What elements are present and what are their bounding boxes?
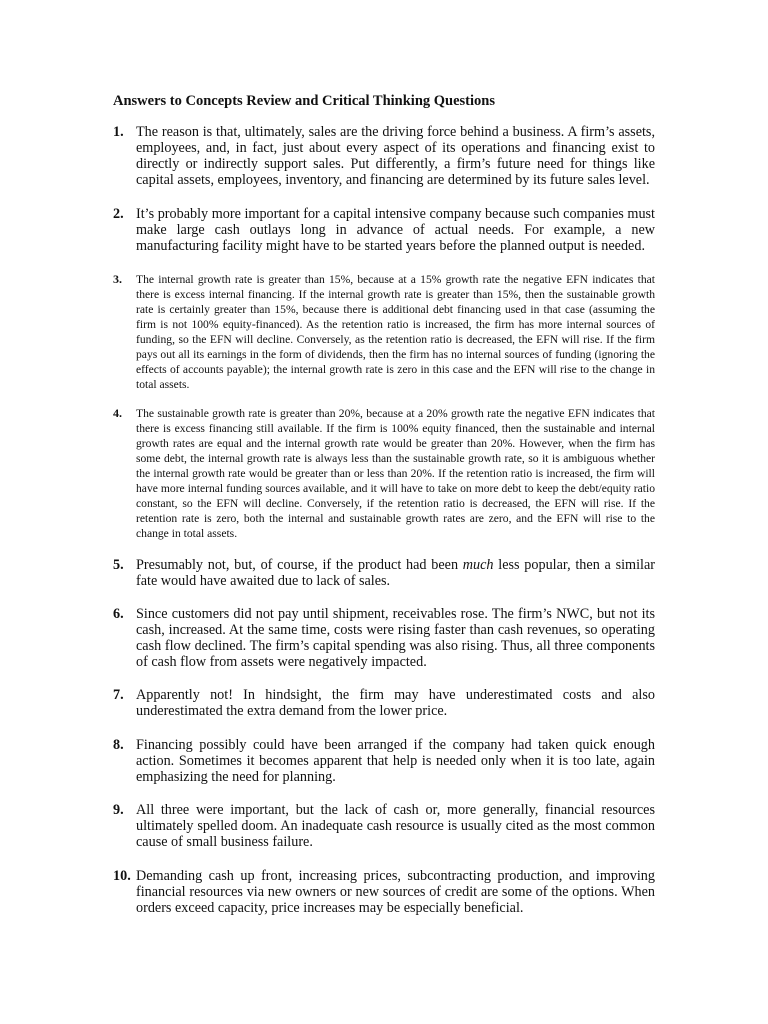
answer-text: The internal growth rate is greater than 15%, because at a 15% growth rate the negative EFN indicates that there is excess internal financing. If the internal growth rate is greater than 15%, then the sustainable growth rate is certainly greater than 15%, because there is additional debt financing used in that case (assuming the firm is not 100% equity-financed). As the retention ratio is increased, the firm has more internal sources of funding, so the EFN will decline. Conversely, as the retention ratio is decreased, the EFN will rise. If the firm pays out all its earnings in the form of dividends, then the firm has no internal sources of funding (ignoring the effects of accounts payable); the internal growth rate is zero in this case and the EFN will rise to the change in total assets.: [136, 273, 655, 391]
answer-5: [113, 557, 655, 589]
answer-text: The sustainable growth rate is greater than 20%, because at a 20% growth rate the negative EFN indicates that there is excess financing still available. If the firm is 100% equity financed, then the sustainable and internal growth rates are equal and the internal growth rate would be greater than 20%. However, when the firm has some debt, the internal growth rate is always less than the sustainable growth rate, so it is ambiguous whether the internal growth rate would be greater than or less than 20%. If the retention ratio is increased, the firm will have more internal funding sources available, and it will have to take on more debt to keep the debt/equity ratio constant, so the EFN will decline. Conversely, if the retention ratio is decreased, the EFN will rise. If the retention rate is zero, both the internal and sustainable growth rates are zero, and the EFN will rise to the change in total assets.: [136, 407, 655, 540]
answer-text: Demanding cash up front, increasing prices, subcontracting production, and improving financial resources via new owners or new sources of credit are some of the options. When orders exceed capacity, price increases may be especially beneficial.: [136, 868, 655, 916]
answer-text: All three were important, but the lack of cash or, more generally, financial resources ultimately spelled doom. An inadequate cash resource is usually cited as the most common cause of small business failure.: [136, 802, 655, 850]
answer-6: [113, 606, 655, 670]
answer-7: [113, 687, 655, 719]
answer-text: The reason is that, ultimately, sales are the driving force behind a business. A firm’s assets, employees, and, in fact, just about every aspect of its operations and financing exist to directly or indirectly support sales. Put differently, a firm’s future need for things like capital assets, employees, inventory, and financing are determined by its future sales level.: [136, 124, 655, 188]
page-title: Answers to Concepts Review and Critical Thinking Questions: [113, 93, 495, 109]
answer-number: 4.: [113, 406, 122, 420]
answer-3: [113, 272, 655, 392]
answer-text-after: less popular, then a similar fate would have awaited due to lack of sales.: [136, 557, 655, 589]
answer-text: Since customers did not pay until shipment, receivables rose. The firm’s NWC, but not its cash, increased. At the same time, costs were rising faster than cash revenues, so operating cash flow declined. The firm’s capital spending was also rising. Thus, all three components of cash flow from assets were negatively impacted.: [136, 606, 655, 670]
answer-text: Financing possibly could have been arranged if the company had taken quick enough action. Sometimes it becomes apparent that help is needed only when it is too late, again emphasizing the need for planning.: [136, 737, 655, 785]
answer-text-before: Presumably not, but, of course, if the product had been: [136, 557, 463, 573]
answer-text: It’s probably more important for a capital intensive company because such companies must make large cash outlays long in advance of actual needs. For example, a new manufacturing facility might have to be started years before the planned output is needed.: [136, 206, 655, 254]
answer-number: 3.: [113, 272, 122, 286]
answer-10: [113, 868, 655, 916]
answer-1: [113, 124, 655, 188]
answer-text: Apparently not! In hindsight, the firm may have underestimated costs and also underestimated the extra demand from the lower price.: [136, 687, 655, 719]
answer-number: 7.: [113, 687, 124, 703]
answer-4: [113, 406, 655, 541]
answer-number: 10.: [113, 868, 131, 884]
answer-number: 2.: [113, 206, 124, 222]
answer-number: 5.: [113, 557, 124, 573]
answer-number: 6.: [113, 606, 124, 622]
answer-2: [113, 206, 655, 254]
answer-8: [113, 737, 655, 785]
answer-text: [136, 557, 655, 589]
emphasized-word: much: [462, 557, 494, 573]
answer-number: 8.: [113, 737, 124, 753]
answer-9: [113, 802, 655, 850]
answer-number: 9.: [113, 802, 124, 818]
answer-number: 1.: [113, 124, 124, 140]
